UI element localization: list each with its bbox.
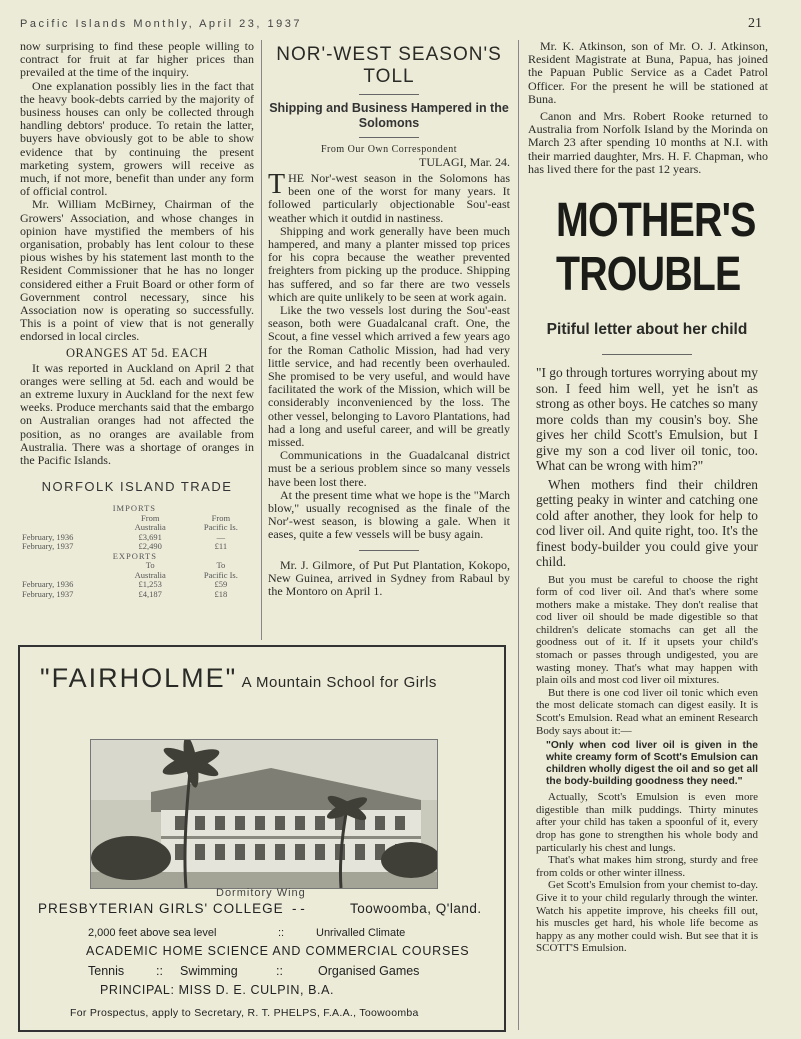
page-number: 21 — [748, 16, 762, 31]
column-3 — [528, 40, 768, 176]
ad-title — [40, 663, 437, 694]
column-divider — [518, 40, 519, 1030]
gilmore-note: Mr. J. Gilmore, of Put Put Plantation, Kokopo, New Guinea, arrived in Sydney from Rabaul by the Montoro on April 1. — [268, 557, 510, 599]
trade-table — [20, 504, 252, 599]
divider — [359, 94, 419, 95]
sport-tennis: Tennis — [88, 964, 125, 978]
table-row: February, 1937 £2,490 £11 — [22, 541, 228, 552]
col-pacific: Pacific Is. — [203, 569, 238, 580]
exports-label: EXPORTS — [112, 550, 157, 561]
imports-label: IMPORTS — [112, 503, 157, 514]
headline: NOR'-WEST SEASON'S TOLL — [276, 44, 502, 87]
table-row: February, 1937 £4,187 £18 — [22, 588, 228, 599]
atkinson-note: Mr. K. Atkinson, son of Mr. O. J. Atkinson, Resident Magistrate at Buna, Papua, has joined the Papuan Public Service as a Cadet Patrol Officer. For the present he will be stationed at Buna. — [528, 39, 768, 106]
ad-subheadline: Pitiful letter about her child — [546, 321, 748, 338]
school-name: "FAIRHOLME" — [40, 663, 238, 693]
photo-caption: Dormitory Wing — [216, 887, 306, 899]
paragraph: One explanation possibly lies in the fact that the heavy book-debts carried by the majority of business houses can only be collected through handling debtors' produce. To retain the latter, buyers have obviously got to be able to show evidence that by continuing the present marketing system, growers will receive as much, if not more, benefit than under any form of official control. — [20, 78, 254, 199]
paragraph: Shipping and work generally have been much hampered, and many a planter missed top prices for his copra because the weather prevented freighters from picking up the produce. Shipping has suffered, and so far there are two vessels which are quite unlikely to be seen at work again. — [268, 223, 510, 304]
column-2 — [268, 40, 510, 598]
running-header: Pacific Islands Monthly, April 23, 1937 — [20, 18, 302, 30]
paragraph: That's what makes him strong, sturdy and free from colds or other winter illness. — [536, 854, 758, 879]
paragraph: At the present time what we hope is the "March blow," usually recognised as the finale of the Nor'-west season, is blowing a gale. When it eases, quite a few vessels will be busy again. — [268, 487, 510, 542]
separator: :: — [276, 964, 283, 978]
divider — [602, 354, 692, 355]
byline: From Our Own Correspondent — [320, 144, 458, 155]
paragraph: Like the two vessels lost during the Sou'-east season, both were Guadalcanal craft. One, the Scout, a fine vessel which arrived a few years ago for the Roman Catholic Mission, had had very little service, and had recently been overhauled. She promised to be very useful, and would have facilitated the work of the Mission, which will be considerably inconvenienced by the loss. The other vessel, belonging to Lavoro Plantations, had had a long and useful career, and will be greatly missed. — [268, 303, 510, 450]
letter: "I go through tortures worrying about my son. I feed him well, yet he isn't as strong as other boys. He catches so many more colds than my cousin's boy. She gives her child Scott's Emulsion, but I give my son a cod liver oil tonic, too. What can be wrong with him?" — [536, 365, 758, 473]
building-illustration — [91, 740, 437, 888]
paragraph: It was reported in Auckland on April 2 that oranges were selling at 5d. each and would be an extreme luxury in Auckland for the next few weeks. Produce merchants said that the embargo on Australian oranges had not affected the position, as no oranges are available from Australia. There was a shortage of oranges in the Pacific Islands. — [20, 360, 254, 468]
paragraph: Communications in the Guadalcanal district must be a serious problem since so many vessels have been lost there. — [268, 448, 510, 489]
col-australia: Australia — [134, 522, 166, 533]
paragraph: But there is one cod liver oil tonic which even the most delicate stomach can digest easily. It is Scott's Emulsion. Read what an eminent Research Body says about it:— — [536, 686, 758, 737]
separator: - - — [292, 901, 305, 916]
drop-cap: T — [268, 169, 286, 200]
school-tagline: A Mountain School for Girls — [241, 674, 437, 691]
separator: :: — [278, 927, 285, 939]
scotts-emulsion-ad — [536, 192, 758, 955]
sport-games: Organised Games — [318, 964, 420, 978]
ad-small-body — [536, 574, 758, 955]
column-1 — [20, 40, 254, 599]
rooke-note: Canon and Mrs. Robert Rooke returned to Australia from Norfolk Island by the Morinda on March 23 after spending 10 months at N.I. with their married daughter, Mrs. H. F. Chapman, who has lived there for the past 12 years. — [528, 109, 768, 176]
prospectus: For Prospectus, apply to Secretary, R. T. PHELPS, F.A.A., Toowoomba — [70, 1007, 419, 1019]
paragraph: Actually, Scott's Emulsion is even more digestible than milk puddings. Thirty minutes after your child has taken a spoonful of it, every drop has gone to strengthen his whole body and particularly his chest and lungs. — [536, 791, 758, 854]
col-pacific: Pacific Is. — [203, 522, 238, 533]
paragraph: Get Scott's Emulsion from your chemist to-day. Give it to your child regularly through the winter. Watch his appetite improve, his cheeks fill out, his muscles get hard, his whole life become as happy as any mother could wish. But see that it is SCOTT'S Emulsion. — [536, 879, 758, 955]
separator: :: — [156, 964, 163, 978]
lead-paragraph: THE Nor'-west season in the Solomons has been one of the worst for many years. It followed particularly objectionable Sou'-east weather which it outdid in nastiness. — [268, 169, 510, 225]
table-row: February, 1936 £3,691 — — [22, 531, 226, 542]
ad-headline: MOTHER'S TROUBLE — [555, 194, 756, 301]
oranges-heading: ORANGES AT 5d. EACH — [66, 345, 208, 360]
column-divider — [261, 40, 262, 640]
college-town: Toowoomba, Q'land. — [350, 901, 482, 916]
elevation: 2,000 feet above sea level — [88, 927, 217, 939]
college-name: PRESBYTERIAN GIRLS' COLLEGE — [38, 901, 284, 916]
courses: ACADEMIC HOME SCIENCE AND COMMERCIAL COURSES — [86, 944, 470, 958]
climate: Unrivalled Climate — [316, 927, 406, 939]
research-quote: "Only when cod liver oil is given in the white creamy form of Scott's Emulsion can children wholly digest the oil and so get all the body-building goodness they need." — [546, 740, 758, 788]
col-australia: Australia — [134, 569, 166, 580]
school-photo — [90, 739, 438, 889]
divider — [359, 137, 419, 138]
sport-swimming: Swimming — [180, 964, 238, 978]
paragraph: When mothers find their children getting peaky in winter and catching one cold after another, they look for help to cod liver oil. And quite right, too. It's the finest body-builder you could give your child. — [536, 476, 758, 569]
dateline: TULAGI, Mar. 24. — [419, 155, 510, 169]
fairholme-ad — [18, 645, 506, 1032]
paragraph: Mr. William McBirney, Chairman of the Growers' Association, and whose changes in opinion have mystified the members of his organisation, probably has lent colour to these pious wishes by his statement last month to the Resident Commissioner that he has no longer considered either a Fruit Board or other form of Government control necessary, since his Association now is operating so successfully. This is a point of view that is not generally endorsed in local circles. — [20, 197, 254, 344]
col-from: From — [211, 512, 231, 523]
paragraph: But you must be careful to choose the right form of cod liver oil. And that's where some mothers make a mistake. They don't realise that cod liver oil should be made digestible so that children's delicate stomachs can get all the goodness out of it. If it upsets your child's stomach or passes through undigested, you are wasting money. That's what may happen with plain oils and most cod liver oil mixtures. — [536, 573, 758, 687]
table-row: February, 1936 £1,253 £59 — [22, 579, 228, 590]
subheadline: Shipping and Business Hampered in the Solomons — [269, 101, 509, 130]
ad-body — [536, 365, 758, 570]
col-from: From — [141, 512, 160, 523]
paragraph: now surprising to find these people willing to contract for fruit at far higher prices than prevailed at the time of the inquiry. — [20, 39, 254, 80]
principal: PRINCIPAL: MISS D. E. CULPIN, B.A. — [100, 983, 335, 997]
col-to: To — [216, 560, 226, 571]
divider — [359, 550, 419, 551]
trade-title: NORFOLK ISLAND TRADE — [41, 479, 233, 495]
col-to: To — [145, 560, 155, 571]
